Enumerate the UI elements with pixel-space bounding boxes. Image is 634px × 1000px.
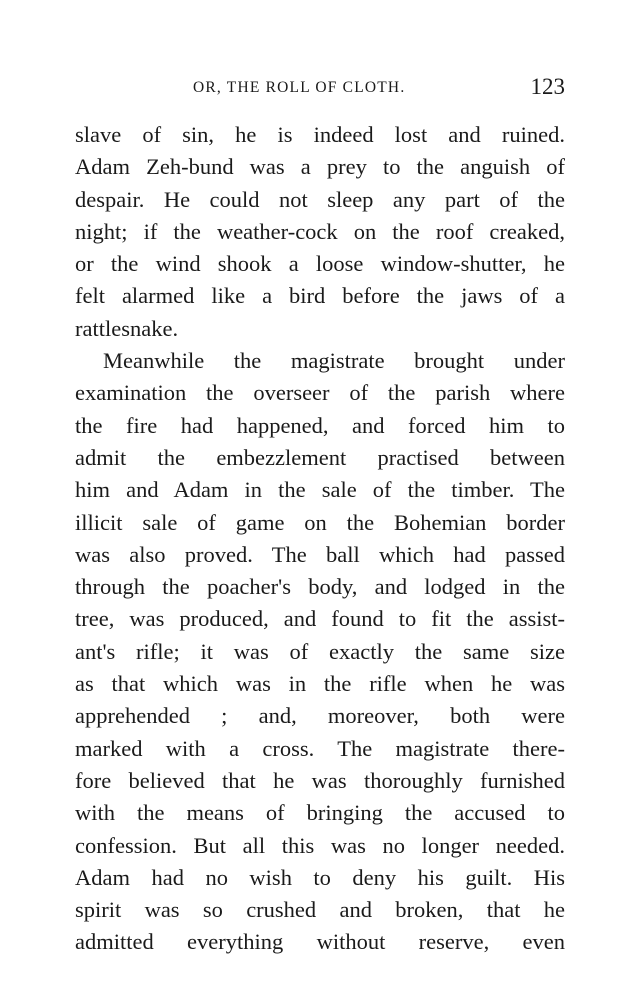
text-line: admitted everything without reserve, even [75,929,565,955]
text-line: illicit sale of game on the Bohemian border [75,509,565,535]
text-line: the fire had happened, and forced him to [75,412,565,438]
paragraph [75,119,565,345]
text-line: as that which was in the rifle when he was [75,671,565,697]
text-line: slave of sin, he is indeed lost and ruined. [75,122,565,147]
text-line: was also proved. The ball which had passed [75,541,565,567]
text-line: felt alarmed like a bird before the jaws of a [75,283,565,309]
text-line: spirit was so crushed and broken, that he [75,897,565,923]
text-line: or the wind shook a loose window-shutter, he [75,251,565,277]
page-number: 123 [530,74,565,99]
text-line: marked with a cross. The magistrate there- [75,735,565,761]
text-line: ant's rifle; it was of exactly the same size [75,638,565,664]
text-line: confession. But all this was no longer needed. [75,832,565,858]
text-line: apprehended ; and, moreover, both were [75,703,565,729]
text-line: night; if the weather-cock on the roof creaked, [75,218,565,244]
text-line: fore believed that he was thoroughly furnished [75,767,565,793]
text-line: through the poacher's body, and lodged in the [75,574,565,600]
text-line: him and Adam in the sale of the timber. The [75,477,565,503]
text-line: Adam had no wish to deny his guilt. His [75,864,565,890]
text-line: with the means of bringing the accused to [75,800,565,826]
text-line: Adam Zeh-bund was a prey to the anguish of [75,154,565,180]
text-line: admit the embezzlement practised between [75,444,565,470]
running-head [75,74,565,104]
text-line: tree, was produced, and found to fit the assist- [75,606,565,632]
text-line: despair. He could not sleep any part of the [75,186,565,212]
paragraph [75,345,565,959]
running-head-title: OR, THE ROLL OF CLOTH. [193,79,406,96]
text-line: examination the overseer of the parish where [75,380,565,406]
text-line: rattlesnake. [75,315,179,341]
text-line: Meanwhile the magistrate brought under [103,348,565,374]
body-text [75,119,565,959]
